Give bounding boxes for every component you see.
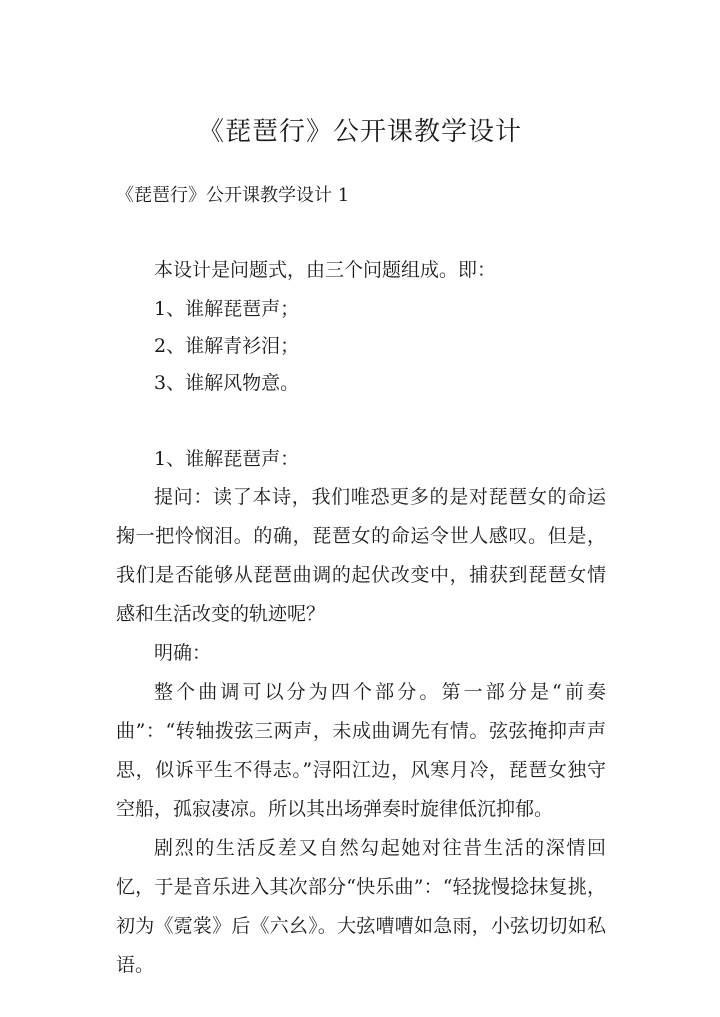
question-paragraph: 提问：读了本诗，我们唯恐更多的是对琵琶女的命运掬一把怜悯泪。的确，琵琶女的命运令世人感叹。但是，我们是否能够从琵琶曲调的起伏改变中，捕获到琵琶女情感和生活改变的轨迹呢？ xyxy=(116,486,606,625)
section-heading: 1、谁解琵琶声： xyxy=(154,448,300,470)
body-paragraph-1: 整个曲调可以分为四个部分。第一部分是“前奏曲”：“转轴拨弦三两声，未成曲调先有情。弦弦掩抑声声思，似诉平生不得志。”浔阳江边，风寒月冷，琵琶女独守空船，孤寂凄凉。所以其出场弹奏时旋律低沉抑郁。 xyxy=(116,681,606,820)
intro-paragraph: 本设计是问题式，由三个问题组成。即： xyxy=(154,259,497,281)
question-item-2: 2、谁解青衫泪； xyxy=(154,335,300,357)
document-subtitle: 《琵琶行》公开课教学设计 1 xyxy=(116,185,350,206)
question-item-1: 1、谁解琵琶声； xyxy=(154,298,300,320)
document-title: 《琵琶行》公开课教学设计 xyxy=(197,117,522,147)
question-item-3: 3、谁解风物意。 xyxy=(154,372,300,394)
answer-label: 明确： xyxy=(154,642,212,664)
body-paragraph-2: 剧烈的生活反差又自然勾起她对往昔生活的深情回忆，于是音乐进入其次部分“快乐曲”：“轻拢慢捻抹复挑，初为《霓裳》后《六幺》。大弦嘈嘈如急雨，小弦切切如私语。 xyxy=(116,837,606,976)
